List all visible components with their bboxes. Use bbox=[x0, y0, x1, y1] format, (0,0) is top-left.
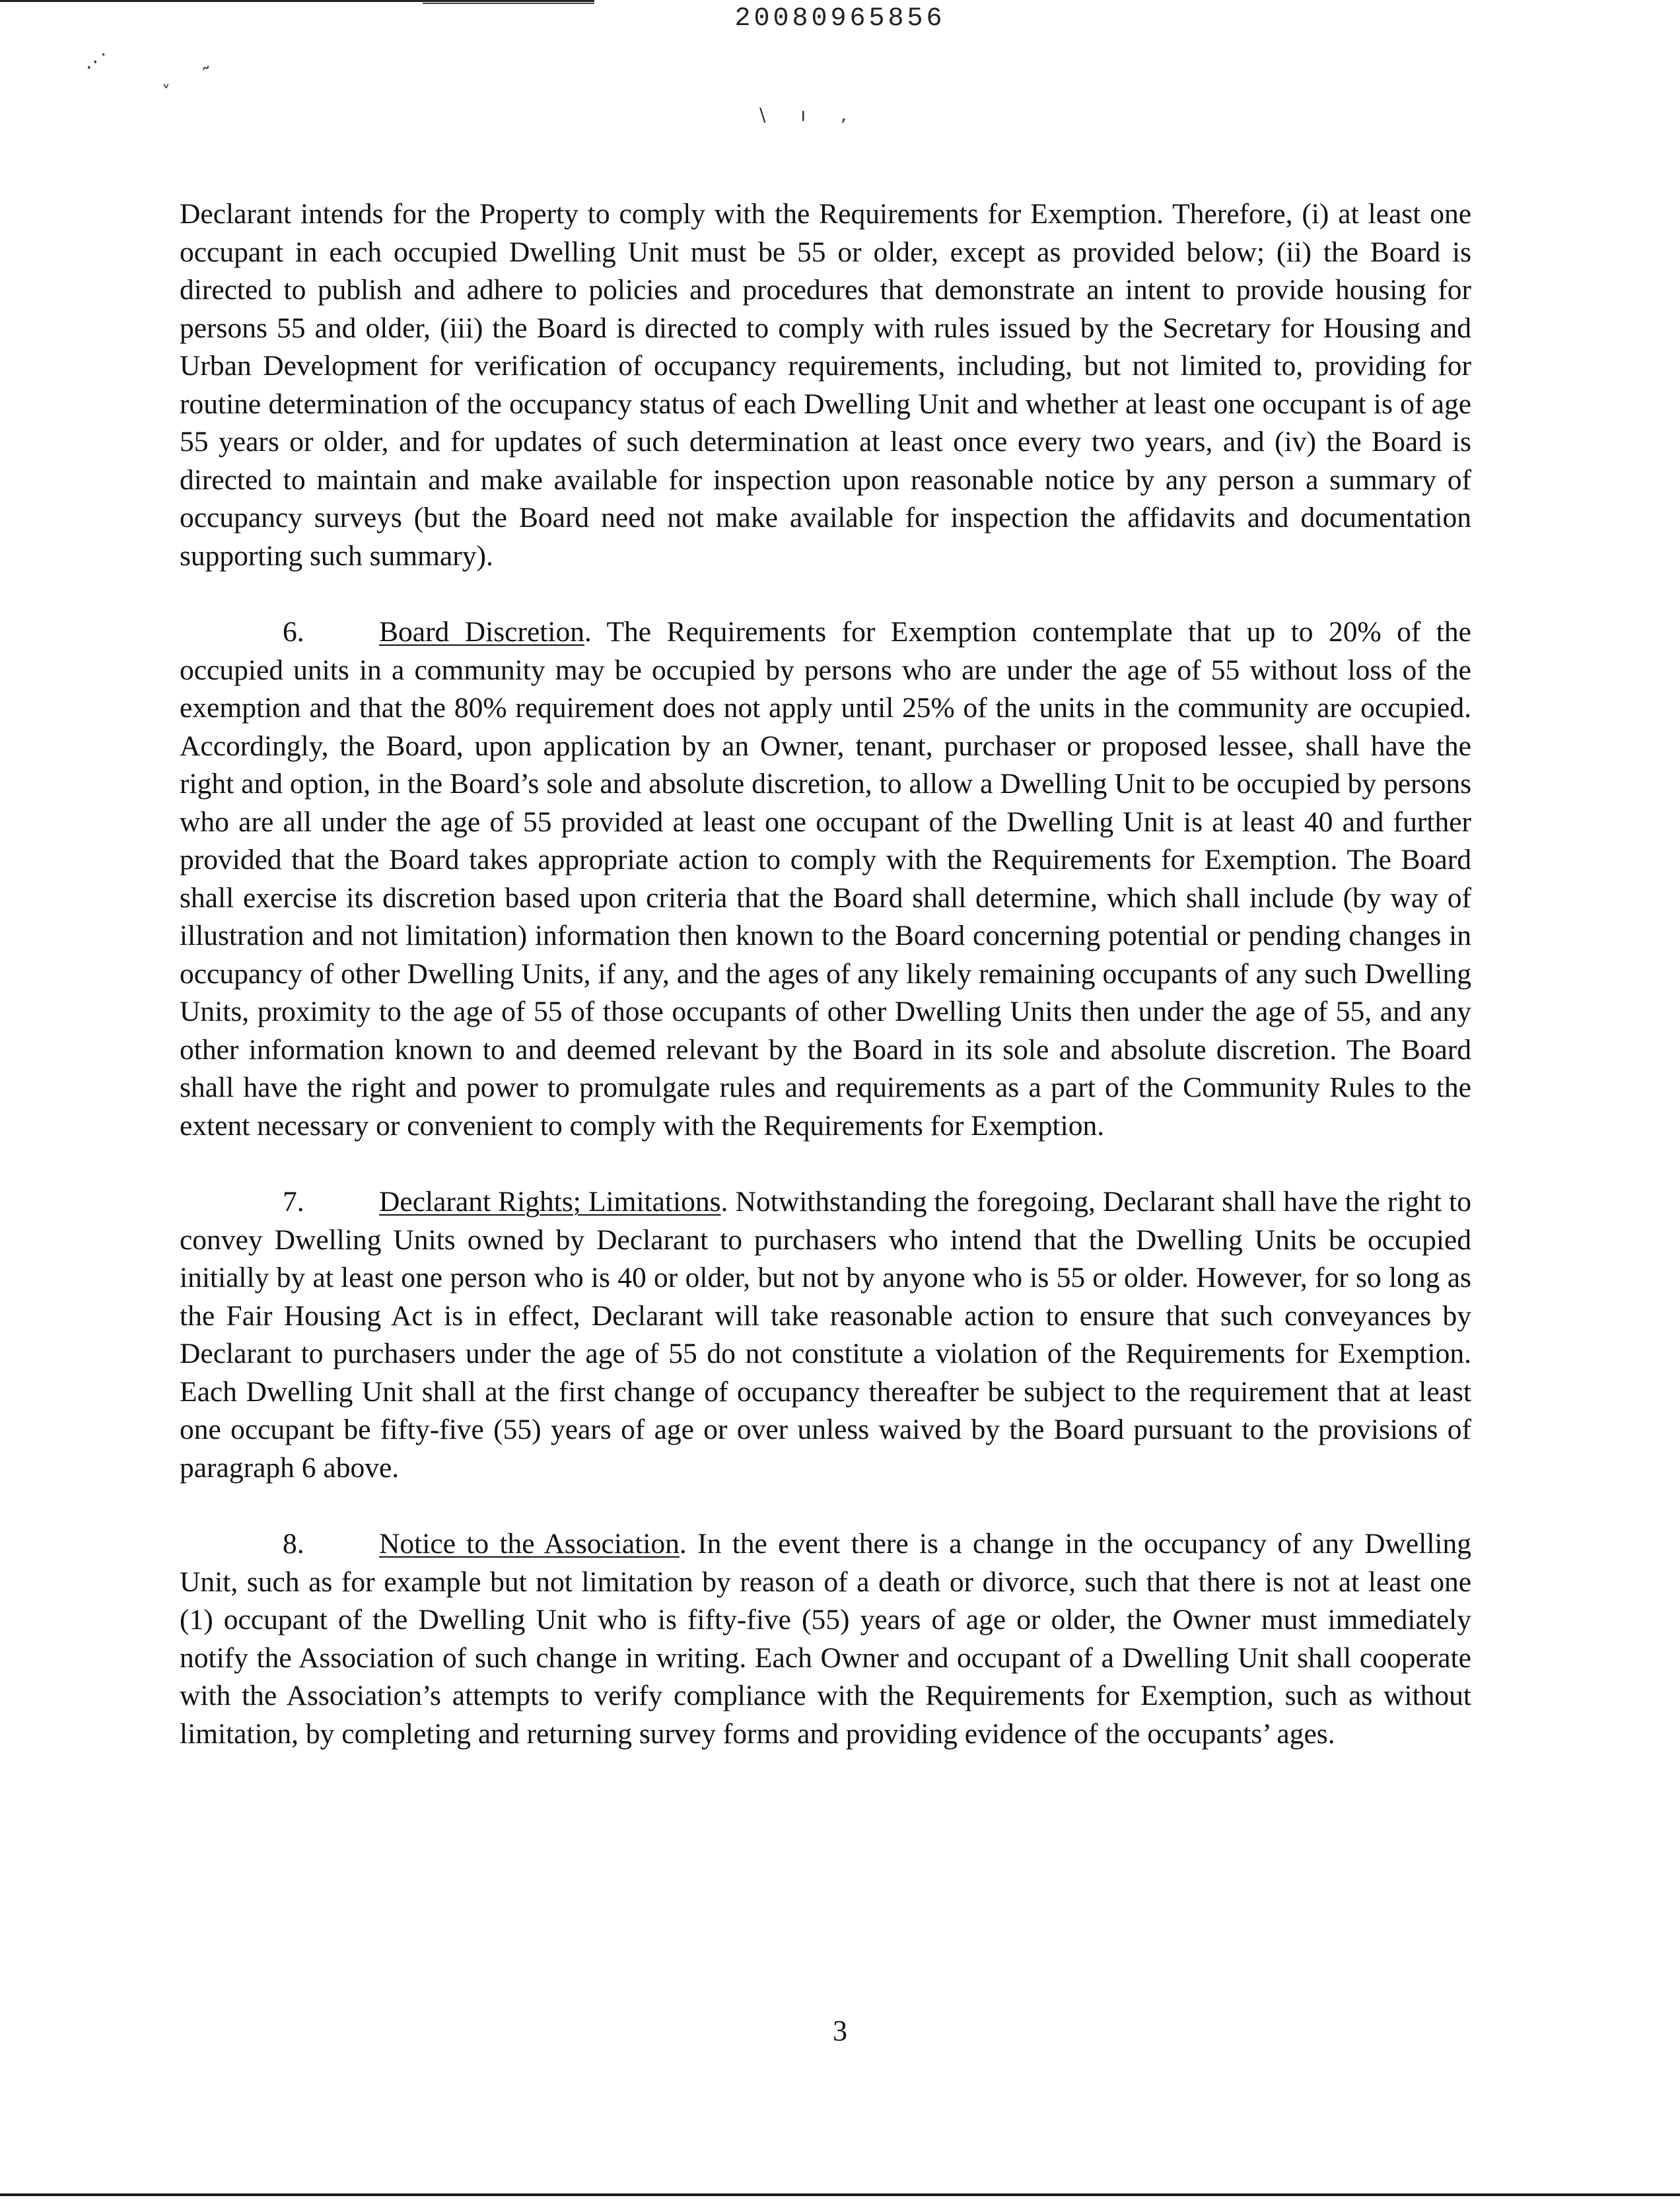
top-scan-rule bbox=[0, 0, 594, 2]
section-number: 7. bbox=[283, 1186, 304, 1218]
scan-speck: ˷ bbox=[194, 47, 212, 73]
section-paragraph-7 bbox=[180, 1183, 1471, 1487]
section-paragraph-8 bbox=[180, 1525, 1471, 1753]
document-body bbox=[180, 195, 1471, 1791]
section-paragraph-6 bbox=[180, 613, 1471, 1145]
page-number: 3 bbox=[833, 2015, 847, 2047]
section-heading: Declarant Rights; Limitations bbox=[379, 1186, 721, 1218]
section-text: . In the event there is a change in the occupancy of any Dwelling Unit, such as for example but not limitation by reason of a death or divorce, such that there is not at least one (1) occupant of the Dwelling Unit who is fifty-five (55) years of age or older, the Owner must immediately notify the Association of such change in writing. Each Owner and occupant of a Dwelling Unit shall cooperate with the Association’s attempts to verify compliance with the Requirements for Exemption, such as without limitation, by completing and returning survey forms and providing evidence of the occupants’ ages. bbox=[180, 1528, 1471, 1750]
scan-speck: \ ı , bbox=[759, 104, 861, 125]
section-text: . Notwithstanding the foregoing, Declarant shall have the right to convey Dwelling Units owned by Declarant to purchasers who intend that the Dwelling Units be occupied initially by at least one person who is 40 or older, but not by anyone who is 55 or older. However, for so long as the Fair Housing Act is in effect, Declarant will take reasonable action to ensure that such conveyances by Declarant to purchasers under the age of 55 do not constitute a violation of the Requirements for Exemption. Each Dwelling Unit shall at the first change of occupancy thereafter be subject to the requirement that at least one occupant be fifty-five (55) years of age or over unless waived by the Board pursuant to the provisions of paragraph 6 above. bbox=[180, 1186, 1471, 1484]
document-number: 20080965856 bbox=[734, 4, 946, 34]
section-text: . The Requirements for Exemption contemplate that up to 20% of the occupied units in a community may be occupied by persons who are under the age of 55 without loss of the exemption and that the 80% requirement does not apply until 25% of the units in the community are occupied. Accordingly, the Board, upon application by an Owner, tenant, purchaser or proposed lessee, shall have the right and option, in the Board’s sole and absolute discretion, to allow a Dwelling Unit to be occupied by persons who are all under the age of 55 provided at least one occupant of the Dwelling Unit is at least 40 and further provided that the Board takes appropriate action to comply with the Requirements for Exemption. The Board shall exercise its discretion based upon criteria that the Board shall determine, which shall include (by way of illustration and not limitation) information then known to the Board concerning potential or pending changes in occupancy of other Dwelling Units, if any, and the ages of any likely remaining occupants of any such Dwelling Units, proximity to the age of 55 of those occupants of other Dwelling Units then under the age of 55, and any other information known to and deemed relevant by the Board in its sole and absolute discretion. The Board shall have the right and power to promulgate rules and requirements as a part of the Community Rules to the extent necessary or convenient to comply with the Requirements for Exemption. bbox=[180, 616, 1471, 1142]
section-number: 6. bbox=[283, 616, 304, 648]
bottom-scan-rule bbox=[0, 2193, 1680, 2196]
section-heading: Notice to the Association bbox=[379, 1528, 680, 1560]
section-heading: Board Discretion bbox=[379, 616, 584, 648]
intro-paragraph: Declarant intends for the Property to comply with the Requirements for Exemption. Therefore, (i) at least one occupant in each occupied Dwelling Unit must be 55 or older, except as provided below; (ii) the Board is directed to publish and adhere to policies and procedures that demonstrate an intent to provide housing for persons 55 and older, (iii) the Board is directed to comply with rules issued by the Secretary for Housing and Urban Development for verification of occupancy requirements, including, but not limited to, providing for routine determination of the occupancy status of each Dwelling Unit and whether at least one occupant is of age 55 years or older, and for updates of such determination at least once every two years, and (iv) the Board is directed to maintain and make available for inspection upon reasonable notice by any person a summary of occupancy surveys (but the Board need not make available for inspection the affidavits and documentation supporting such summary). bbox=[180, 198, 1471, 572]
section-number: 8. bbox=[283, 1528, 304, 1560]
scan-speck: ˬ bbox=[162, 69, 170, 88]
scan-speck: .·˙ bbox=[86, 51, 109, 74]
